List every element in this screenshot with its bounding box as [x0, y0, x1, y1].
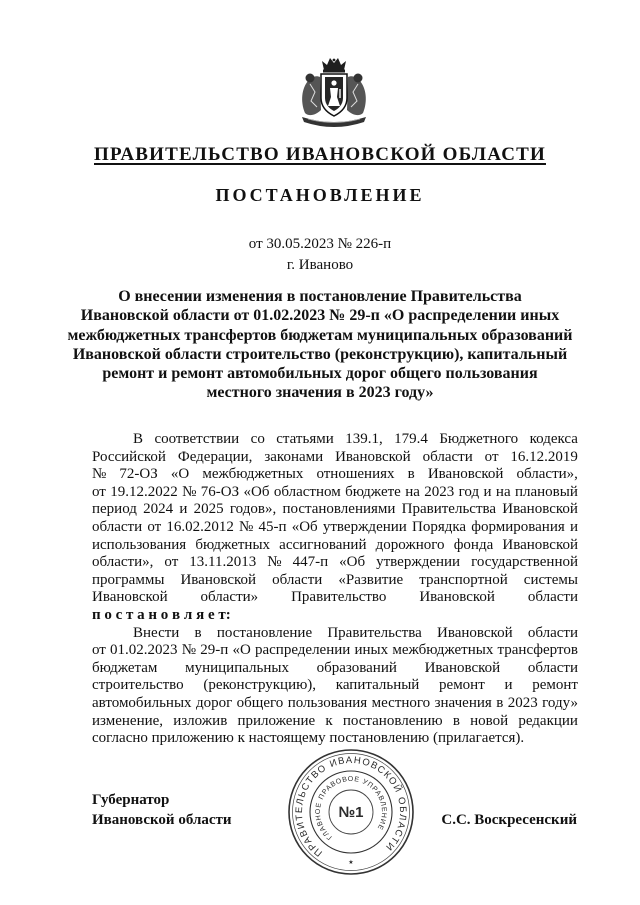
subject-line: О внесении изменения в постановление Правительства — [118, 288, 522, 305]
government-name — [0, 144, 640, 166]
body-line — [92, 589, 578, 607]
body-line — [92, 484, 578, 502]
word: распределении — [254, 642, 351, 659]
stamp-star-icon: ★ — [348, 860, 354, 866]
word: постановлению — [342, 712, 443, 729]
body-line — [92, 501, 578, 519]
word: и — [504, 677, 513, 694]
official-stamp — [286, 747, 416, 877]
word: изложив — [173, 712, 228, 729]
word: соответствии — [154, 431, 240, 447]
word: году» — [542, 694, 578, 711]
word: 45-п — [258, 518, 287, 535]
word: использования — [92, 536, 187, 553]
word: годов», — [229, 501, 277, 518]
document-city: г. Иваново — [286, 257, 354, 273]
coat-of-arms-icon — [296, 57, 372, 127]
resolution-word: п о с т а н о в л я е т: — [92, 606, 231, 623]
word: в — [194, 624, 202, 641]
word: 16.02.2012 — [166, 518, 234, 535]
subject-line: местного значения в 2023 году» — [206, 384, 434, 402]
document-date-number: от 30.05.2023 № 226-п — [248, 236, 392, 252]
body-line — [92, 695, 578, 713]
word: Порядка — [411, 518, 467, 535]
word: отношениях — [316, 466, 395, 483]
word: муниципальных — [185, 659, 289, 676]
word: области — [422, 448, 473, 465]
word: общего — [236, 694, 284, 711]
word: бюджете — [345, 483, 401, 500]
signatory-position: Губернатор — [92, 792, 170, 808]
word: значения — [434, 694, 492, 711]
word: Ивановской — [436, 624, 513, 641]
word: области», — [92, 554, 154, 571]
word: Ивановской — [427, 466, 504, 483]
body-line — [92, 713, 578, 731]
emblem-crown — [322, 58, 346, 73]
word: от — [484, 448, 499, 465]
word: ремонт — [532, 677, 578, 694]
word: автомобильных — [92, 694, 192, 711]
subject-line: межбюджетных трансфертов бюджетам муниципальных образований — [67, 326, 573, 344]
word: новой — [470, 712, 509, 729]
word: 19.12.2022 — [110, 483, 178, 500]
word: 29-п — [200, 642, 229, 659]
word: «Об — [339, 554, 366, 571]
word: 16.12.2019 — [510, 448, 578, 465]
word: (реконструкцию), — [203, 677, 317, 694]
emblem-base — [302, 117, 366, 127]
word: местного — [371, 694, 431, 711]
body-line — [92, 466, 578, 484]
body-line — [92, 625, 578, 643]
word: 2023 — [424, 483, 455, 500]
word: от — [164, 554, 179, 571]
word: № — [267, 554, 282, 571]
word: и — [569, 518, 578, 535]
word: области — [527, 624, 578, 641]
word: редакции — [518, 712, 578, 729]
word: 72-ОЗ — [119, 466, 158, 483]
word: на — [495, 483, 511, 500]
word: в — [452, 712, 460, 729]
word: Внести — [133, 624, 180, 641]
body-line — [92, 660, 578, 678]
word: транспортной — [419, 571, 508, 588]
body-line — [92, 642, 578, 660]
word: в — [407, 466, 415, 483]
word: 179.4 — [394, 431, 428, 447]
word: 2025 — [193, 501, 224, 518]
word: системы — [523, 571, 578, 588]
word: 2023 — [507, 694, 538, 711]
word: пользования — [287, 694, 368, 711]
body-line — [92, 537, 578, 555]
word: В — [133, 431, 144, 447]
word: со — [250, 431, 265, 447]
word: области — [272, 571, 323, 588]
word: области» — [200, 589, 259, 606]
word: и — [483, 483, 492, 500]
word: 01.02.2023 — [110, 642, 178, 659]
body-line — [92, 572, 578, 590]
word: Ивановской — [335, 448, 411, 465]
word: изменение, — [92, 712, 164, 729]
word: «О — [170, 466, 190, 483]
word: «Об — [291, 518, 318, 535]
word: 447-п — [292, 554, 329, 571]
word: постановлениями — [282, 501, 396, 518]
body-line — [92, 554, 578, 572]
word: трансфертов — [497, 642, 578, 659]
word: от — [147, 518, 162, 535]
word: области — [92, 518, 143, 535]
word: капитальный — [335, 677, 420, 694]
word: кодекса — [529, 431, 578, 447]
body-line — [92, 449, 578, 467]
word: «Развитие — [338, 571, 404, 588]
paragraph-preamble — [92, 431, 578, 625]
word: фонда — [453, 536, 494, 553]
word: межбюджетных — [202, 466, 304, 483]
word: 139.1, — [345, 431, 383, 447]
word: год — [458, 483, 480, 500]
word: области — [527, 659, 578, 676]
word: Бюджетного — [439, 431, 519, 447]
word: период — [92, 501, 137, 518]
body-line — [92, 519, 578, 537]
word: к — [325, 712, 333, 729]
word: Федерации, — [177, 448, 253, 465]
word: и — [179, 501, 188, 518]
subject-line: Ивановской области от 01.02.2023 № 29-п «О распределении иных — [80, 307, 560, 325]
word: статьями — [276, 431, 334, 447]
word: № — [92, 466, 107, 483]
word: иных — [354, 642, 389, 659]
word: дорог — [195, 694, 233, 711]
word: 2024 — [143, 501, 174, 518]
signatory-name: С.С. Воскресенский — [441, 812, 577, 828]
word: Правительства — [327, 624, 422, 641]
word: № — [182, 483, 197, 500]
body-line — [92, 431, 578, 449]
word: от — [92, 483, 106, 500]
paragraph-resolution — [92, 625, 578, 748]
word: постановление — [216, 624, 313, 641]
word: областном — [273, 483, 341, 500]
word: «Об — [243, 483, 270, 500]
word: законами — [264, 448, 324, 465]
word: области — [527, 589, 578, 606]
word: на — [405, 483, 420, 500]
word: плановый — [514, 483, 578, 500]
word: Ивановской — [424, 659, 501, 676]
word: № — [239, 518, 254, 535]
subject-line: ремонт и ремонт автомобильных дорог общего пользования — [102, 365, 538, 383]
word: Ивановской — [502, 501, 578, 518]
word: формирования — [471, 518, 565, 535]
word: утверждении — [322, 518, 407, 535]
word: Правительство — [291, 589, 387, 606]
word: бюджетных — [195, 536, 271, 553]
word: дорожного — [375, 536, 445, 553]
stamp-number: №1 — [338, 804, 364, 821]
word: ассигнований — [279, 536, 367, 553]
stamp-inner-textpath: ГЛАВНОЕ ПРАВОВОЕ УПРАВЛЕНИЕ — [314, 775, 388, 841]
word: Ивановской — [502, 536, 578, 553]
signatory-region: Ивановской области — [92, 812, 232, 828]
word: бюджетам — [92, 659, 158, 676]
word: образований — [316, 659, 397, 676]
word: «О — [232, 642, 251, 659]
word: 13.11.2013 — [189, 554, 257, 571]
word: Российской — [92, 448, 166, 465]
word: 76-ОЗ — [200, 483, 240, 500]
word: Ивановской — [180, 571, 257, 588]
document-body — [92, 431, 578, 748]
word: строительство — [92, 677, 184, 694]
document-type: ПОСТАНОВЛЕНИЕ — [215, 185, 425, 205]
word: Ивановской — [92, 589, 168, 606]
word: области», — [516, 466, 578, 483]
body-line — [92, 677, 578, 695]
word: Правительства — [401, 501, 497, 518]
word: межбюджетных — [392, 642, 494, 659]
word: государственной — [471, 554, 578, 571]
word: в — [496, 694, 504, 711]
government-name-text: ПРАВИТЕЛЬСТВО ИВАНОВСКОЙ ОБЛАСТИ — [94, 144, 546, 165]
emblem-shield — [321, 74, 347, 116]
word: ремонт — [439, 677, 485, 694]
body-line: согласно приложению к настоящему постановлению (прилагается). — [92, 730, 525, 747]
document-subject — [0, 287, 640, 403]
subject-line: Ивановской области строительство (реконструкцию), капитальный — [72, 345, 568, 363]
word: приложение — [237, 712, 316, 729]
word: утверждении — [376, 554, 461, 571]
word: программы — [92, 571, 165, 588]
word: № — [181, 642, 197, 659]
word: Ивановской — [419, 589, 495, 606]
word: от — [92, 642, 106, 659]
stamp-outer-textpath: ПРАВИТЕЛЬСТВО ИВАНОВСКОЙ ОБЛАСТИ — [293, 754, 409, 859]
